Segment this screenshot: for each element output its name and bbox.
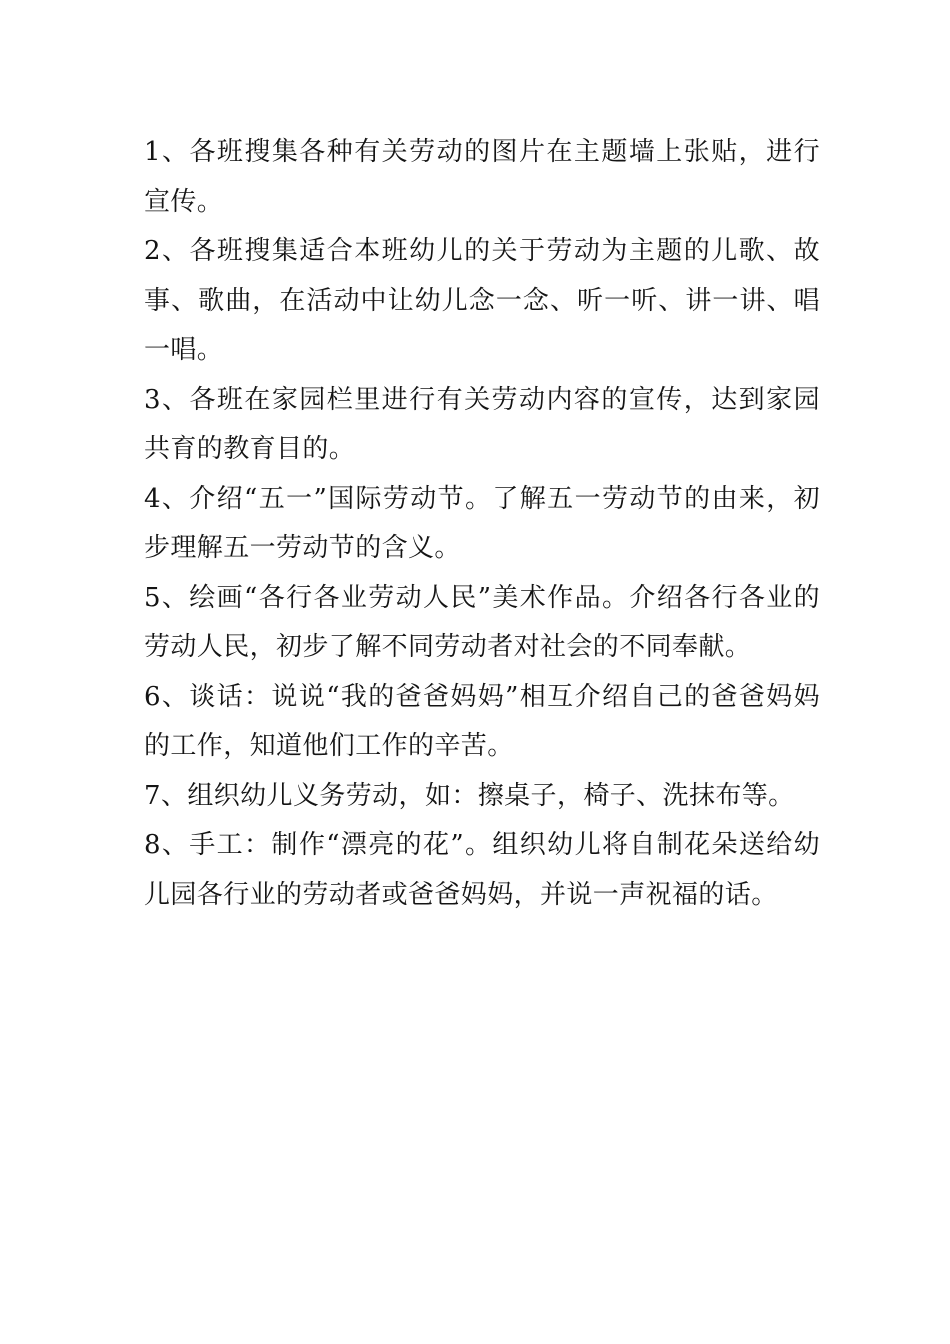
list-item-2: 2、各班搜集适合本班幼儿的关于劳动为主题的儿歌、故事、歌曲，在活动中让幼儿念一念、听一听、讲一讲、唱一唱。 — [144, 236, 820, 365]
list-item-6: 6、谈话：说说“我的爸爸妈妈”相互介绍自己的爸爸妈妈的工作，知道他们工作的辛苦。 — [144, 681, 820, 761]
activity-list — [144, 128, 820, 920]
list-item-3: 3、各班在家园栏里进行有关劳动内容的宣传，达到家园共育的教育目的。 — [144, 384, 820, 464]
list-item-5: 5、绘画“各行各业劳动人民”美术作品。介绍各行各业的劳动人民，初步了解不同劳动者对社会的不同奉献。 — [144, 582, 820, 662]
list-item-8: 8、手工：制作“漂亮的花”。组织幼儿将自制花朵送给幼儿园各行业的劳动者或爸爸妈妈，并说一声祝福的话。 — [144, 830, 820, 910]
list-item-7: 7、组织幼儿义务劳动，如：擦桌子，椅子、洗抹布等。 — [144, 780, 795, 811]
list-item-1: 1、各班搜集各种有关劳动的图片在主题墙上张贴，进行宣传。 — [144, 137, 820, 217]
list-item-4: 4、介绍“五一”国际劳动节。了解五一劳动节的由来，初步理解五一劳动节的含义。 — [144, 483, 820, 563]
